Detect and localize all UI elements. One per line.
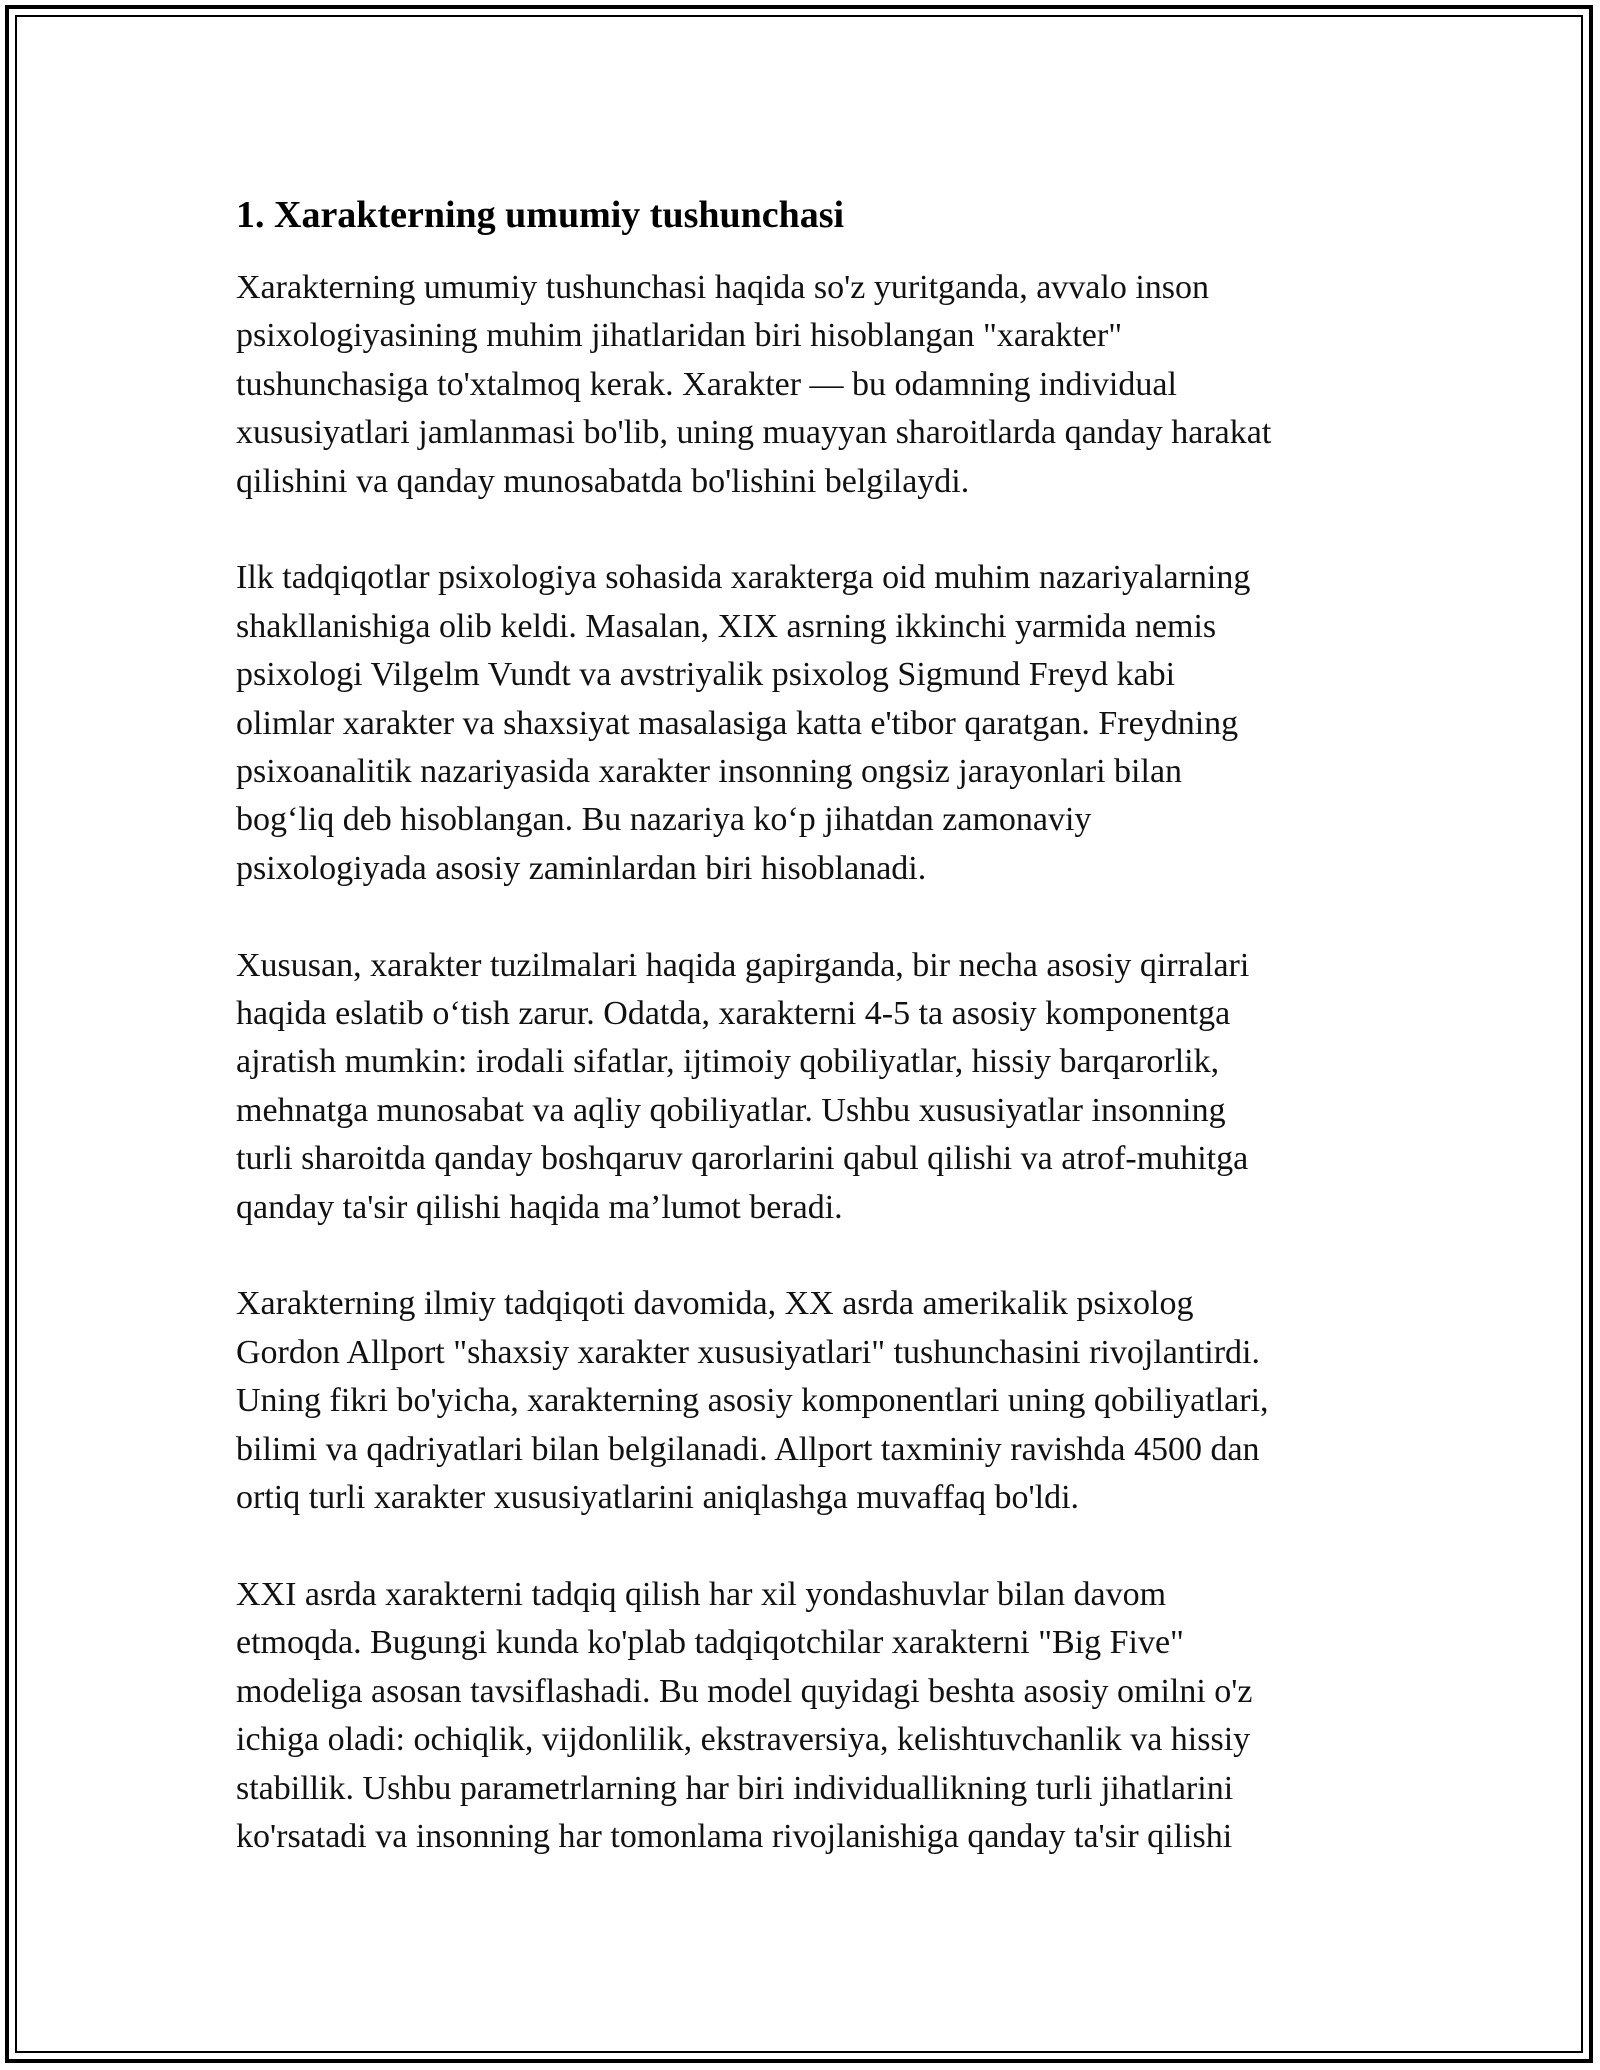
text-line: Xarakterning umumiy tushunchasi haqida so'z yuritganda, avvalo inson (236, 269, 1210, 306)
text-line: ortiq turli xarakter xususiyatlarini aniqlashga muvaffaq bo'ldi. (236, 1479, 1080, 1517)
text-line: psixologiyada asosiy zaminlardan biri hisoblanadi. (236, 849, 927, 887)
text-line: Xususan, xarakter tuzilmalari haqida gapirganda, bir necha asosiy qirralari (236, 946, 1250, 984)
text-line: psixoanalitik nazariyasida xarakter insonning ongsiz jarayonlari bilan (236, 753, 1183, 791)
text-line: ko'rsatadi va insonning har tomonlama rivojlanishiga qanday ta'sir qilishi (236, 1817, 1233, 1855)
text-line: ajratish mumkin: irodali sifatlar, ijtimoiy qobiliyatlar, hissiy barqarorlik, (236, 1043, 1220, 1081)
text-line: haqida eslatib oʻtish zarur. Odatda, xarakterni 4-5 ta asosiy komponentga (236, 995, 1231, 1033)
text-line: tushunchasiga to'xtalmoq kerak. Xarakter — bu odamning individual (236, 365, 1177, 403)
text-line: ichiga oladi: ochiqlik, vijdonlilik, ekstraversiya, kelishtuvchanlik va hissiy (236, 1721, 1251, 1759)
section-heading: 1. Xarakterning umumiy tushunchasi (236, 194, 845, 236)
document-body (236, 190, 1366, 1910)
text-line: qanday ta'sir qilishi haqida ma’lumot beradi. (236, 1188, 843, 1226)
text-line: stabillik. Ushbu parametrlarning har biri individuallikning turli jihatlarini (236, 1769, 1234, 1807)
text-line: xususiyatlari jamlanmasi bo'lib, uning muayyan sharoitlarda qanday harakat (236, 414, 1272, 452)
text-line: etmoqda. Bugungi kunda ko'plab tadqiqotchilar xarakterni "Big Five" (236, 1624, 1184, 1662)
paragraph-3 (236, 942, 1366, 1232)
paragraph-5 (236, 1571, 1366, 1861)
paragraph-4 (236, 1280, 1366, 1522)
paragraph-1 (236, 264, 1366, 506)
text-line: modeliga asosan tavsiflashadi. Bu model quyidagi beshta asosiy omilni o'z (236, 1672, 1253, 1710)
text-line: turli sharoitda qanday boshqaruv qarorlarini qabul qilishi va atrof-muhitga (236, 1140, 1249, 1178)
text-line: psixologiyasining muhim jihatlaridan biri hisoblangan "xarakter" (236, 317, 1123, 355)
text-line: Ilk tadqiqotlar psixologiya sohasida xarakterga oid muhim nazariyalarning (236, 559, 1251, 597)
text-line: Gordon Allport "shaxsiy xarakter xususiyatlari" tushunchasini rivojlantirdi. (236, 1333, 1260, 1371)
paragraph-2 (236, 554, 1366, 893)
text-line: XXI asrda xarakterni tadqiq qilish har xil yondashuvlar bilan davom (236, 1575, 1167, 1613)
text-line: Xarakterning ilmiy tadqiqoti davomida, XX asrda amerikalik psixolog (236, 1285, 1194, 1323)
text-line: qilishini va qanday munosabatda bo'lishini belgilaydi. (236, 462, 970, 500)
text-line: mehnatga munosabat va aqliy qobiliyatlar. Ushbu xususiyatlar insonning (236, 1091, 1226, 1129)
text-line: bogʻliq deb hisoblangan. Bu nazariya koʻp jihatdan zamonaviy (236, 801, 1092, 839)
text-line: bilimi va qadriyatlari bilan belgilanadi. Allport taxminiy ravishda 4500 dan (236, 1430, 1260, 1468)
text-line: olimlar xarakter va shaxsiyat masalasiga katta e'tibor qaratgan. Freydning (236, 704, 1239, 742)
text-line: psixologi Vilgelm Vundt va avstriyalik psixolog Sigmund Freyd kabi (236, 656, 1176, 694)
text-line: shakllanishiga olib keldi. Masalan, XIX asrning ikkinchi yarmida nemis (236, 607, 1217, 645)
text-line: Uning fikri bo'yicha, xarakterning asosiy komponentlari uning qobiliyatlari, (236, 1382, 1269, 1420)
